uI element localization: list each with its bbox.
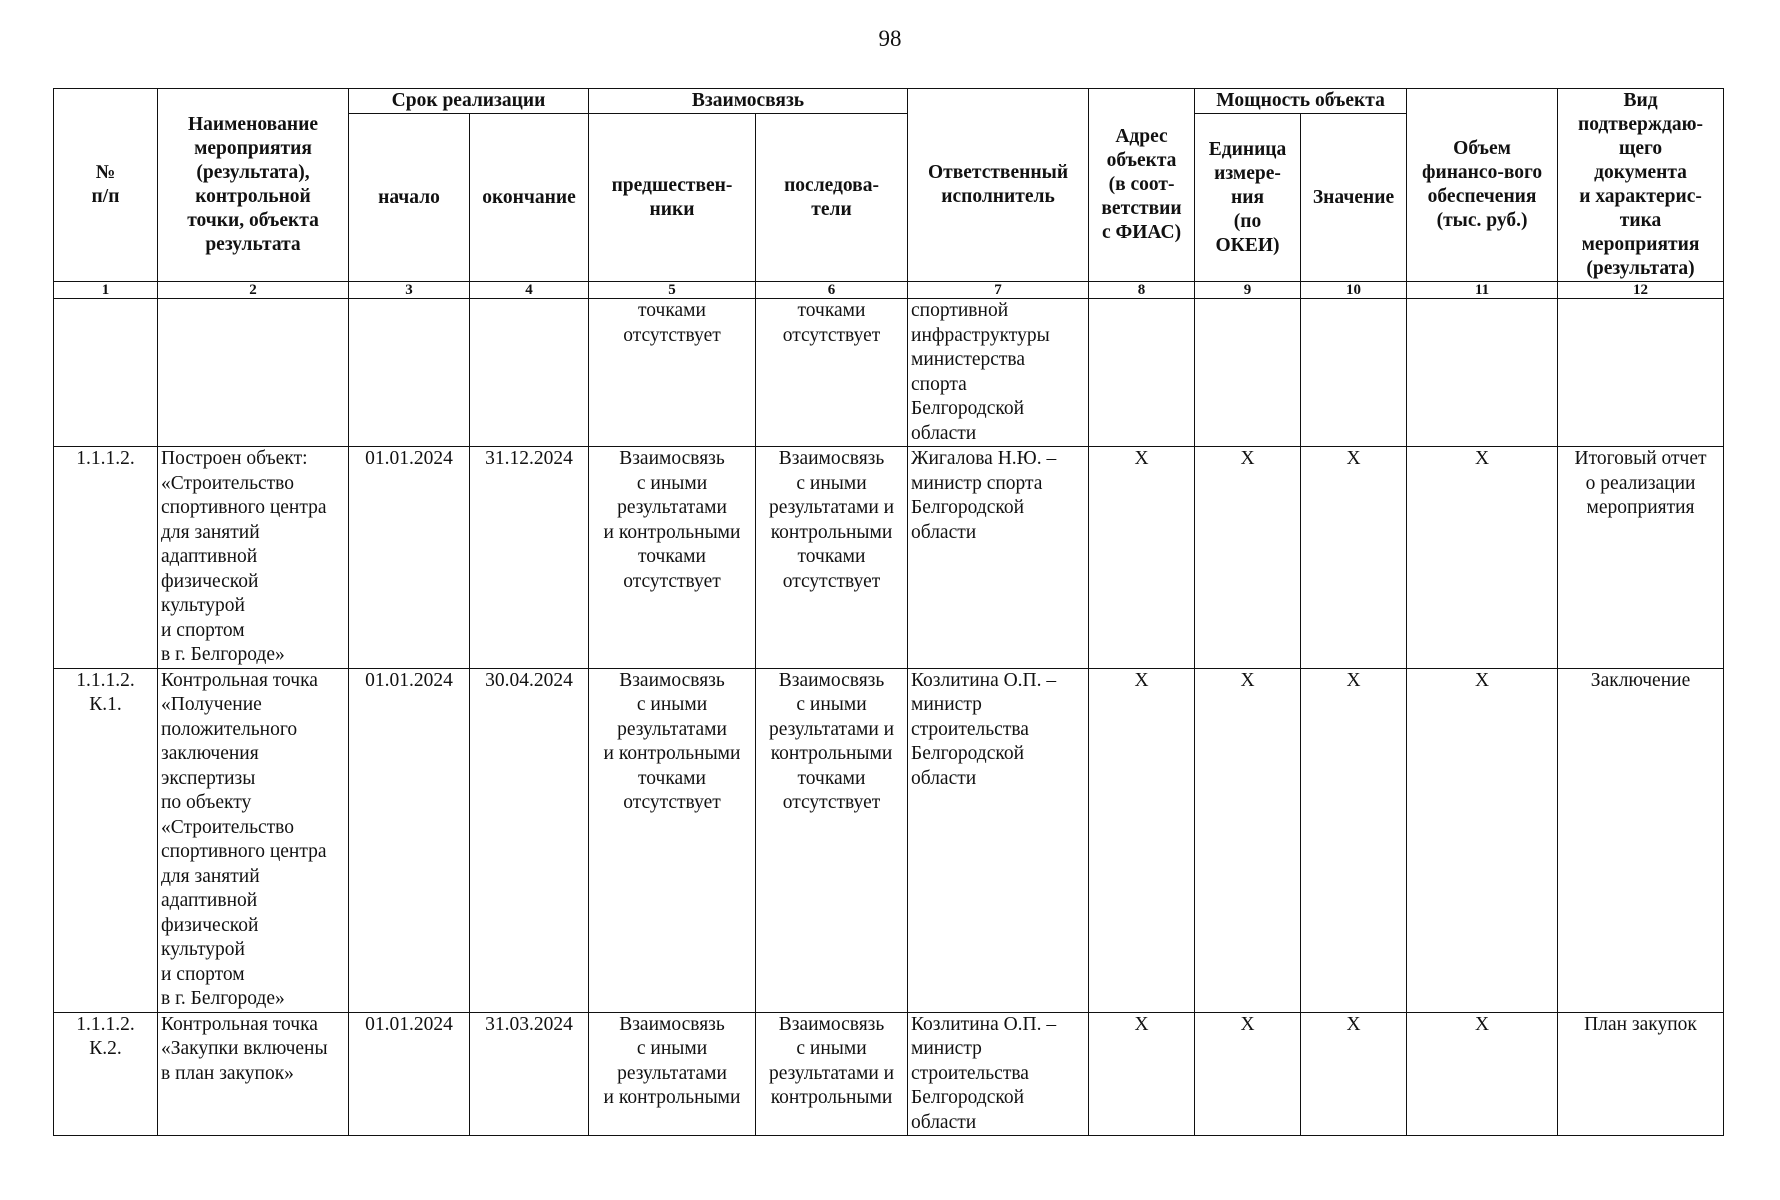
text-line: в г. Белгороде» (161, 644, 285, 665)
column-number: 5 (589, 282, 756, 299)
text-line: Контрольная точка (161, 669, 318, 691)
cell-responsible (908, 299, 1089, 447)
cell-address: Х (1089, 668, 1195, 1012)
text-line: ния (1231, 186, 1265, 208)
cell-financing (1407, 299, 1558, 447)
text-line: Взаимосвязь (619, 1013, 725, 1035)
table-header (54, 89, 1724, 299)
cell-end: 30.04.2024 (470, 668, 589, 1012)
cell-unit (1195, 299, 1301, 447)
text-line: п/п (91, 186, 120, 207)
text-line: адаптивной (161, 890, 258, 911)
text-line: строительства (911, 1062, 1029, 1084)
text-line: объекта (1106, 150, 1177, 171)
cell-value (1301, 299, 1407, 447)
text-line: щего (1618, 138, 1663, 159)
cell-number (54, 299, 158, 447)
text-line: отсутствует (782, 324, 881, 346)
text-line: точками (797, 300, 866, 321)
text-line: с ФИАС) (1101, 222, 1182, 243)
text-line: Козлитина О.П. – (911, 669, 1057, 691)
text-line: Жигалова Н.Ю. – (911, 448, 1057, 469)
header-group-link: Взаимосвязь (589, 89, 908, 114)
header-group-term: Срок реализации (349, 89, 589, 114)
text-line: Контрольная точка (161, 1013, 318, 1035)
cell-document (1558, 447, 1724, 669)
header-address (1089, 89, 1195, 282)
cell-responsible (908, 447, 1089, 669)
cell-successors (756, 668, 908, 1012)
cell-start: 01.01.2024 (349, 1012, 470, 1136)
text-line: и спортом (161, 963, 245, 985)
text-line: «Получение (161, 694, 262, 715)
cell-number (54, 1012, 158, 1136)
text-line: и контрольными (603, 743, 741, 764)
text-line: результатами (617, 718, 727, 740)
text-line: точками (638, 300, 706, 321)
cell-value: Х (1301, 447, 1407, 669)
header-number (54, 89, 158, 282)
header-predecessors (589, 114, 756, 282)
table-row (54, 1012, 1724, 1136)
cell-end: 31.03.2024 (470, 1012, 589, 1136)
text-line: 1.1.1.2. (76, 1013, 135, 1035)
text-line: План закупок (1584, 1013, 1697, 1035)
text-line: физической (161, 570, 259, 592)
text-line: мероприятия (194, 138, 312, 159)
text-line: точками (797, 546, 866, 567)
header-start: начало (349, 114, 470, 282)
text-line: области (911, 422, 977, 444)
text-line: министерства (911, 349, 1026, 370)
text-line: Заключение (1590, 669, 1691, 691)
text-line: области (911, 767, 977, 789)
cell-name (158, 1012, 349, 1136)
text-line: «Закупки включены (161, 1038, 328, 1059)
cell-name (158, 299, 349, 447)
text-line: тели (811, 198, 852, 220)
column-number: 12 (1558, 282, 1724, 299)
text-line: результатами (617, 497, 727, 518)
text-line: (результата), (196, 162, 310, 183)
text-line: экспертизы (161, 767, 256, 789)
header-end: окончание (470, 114, 589, 282)
text-line: мероприятия (1586, 497, 1695, 518)
text-line: 1.1.1.2. (76, 448, 135, 469)
text-line: с иными (796, 1038, 867, 1059)
table-body (54, 299, 1724, 1136)
page-number: 98 (878, 26, 902, 51)
text-line: Взаимосвязь (619, 448, 725, 469)
text-line: отсутствует (782, 792, 881, 813)
cell-number (54, 668, 158, 1012)
column-number: 10 (1301, 282, 1407, 299)
text-line: тика (1619, 210, 1662, 231)
text-line: точками (797, 767, 866, 789)
text-line: спортивного центра (161, 841, 327, 862)
header-unit (1195, 114, 1301, 282)
text-line: с иными (796, 472, 867, 494)
cell-successors (756, 299, 908, 447)
text-line: министр (911, 694, 982, 715)
text-line: спорта (911, 373, 967, 395)
cell-financing: Х (1407, 1012, 1558, 1136)
header-financing (1407, 89, 1558, 282)
text-line: о реализации (1585, 472, 1696, 494)
cell-financing: Х (1407, 447, 1558, 669)
text-line: отсутствует (623, 324, 721, 346)
text-line: заключения (161, 743, 259, 764)
text-line: результатами и (768, 497, 895, 518)
text-line: Взаимосвязь (778, 448, 885, 469)
header-group-power: Мощность объекта (1195, 89, 1407, 114)
text-line: адаптивной (161, 546, 258, 567)
text-line: «Строительство (161, 472, 294, 494)
text-line: строительства (911, 718, 1029, 740)
text-line: Построен объект: (161, 448, 308, 469)
cell-name (158, 668, 349, 1012)
header-successors (756, 114, 908, 282)
column-number: 8 (1089, 282, 1195, 299)
text-line: области (911, 521, 977, 543)
text-line: финансо-вого (1421, 162, 1543, 183)
column-number: 11 (1407, 282, 1558, 299)
text-line: № (95, 162, 116, 183)
text-line: измере- (1214, 162, 1281, 184)
text-line: Наименование (188, 114, 318, 135)
cell-value: Х (1301, 668, 1407, 1012)
text-line: ОКЕИ) (1215, 234, 1280, 256)
column-number: 3 (349, 282, 470, 299)
text-line: точками (638, 546, 706, 567)
text-line: Взаимосвязь (619, 669, 725, 691)
text-line: результата (205, 234, 301, 255)
text-line: Белгородской (911, 743, 1025, 764)
header-value: Значение (1301, 114, 1407, 282)
cell-predecessors (589, 1012, 756, 1136)
cell-unit: Х (1195, 668, 1301, 1012)
table-row (54, 447, 1724, 669)
text-line: Итоговый отчет (1574, 448, 1707, 469)
text-line: точки, объекта (187, 210, 319, 231)
column-number: 6 (756, 282, 908, 299)
text-line: и характерис- (1579, 186, 1702, 207)
cell-successors (756, 447, 908, 669)
text-line: 1.1.1.2. (76, 669, 135, 691)
text-line: подтверждаю- (1578, 114, 1704, 135)
text-line: министр (911, 1038, 982, 1059)
text-line: для занятий (161, 521, 260, 543)
text-line: результатами и (768, 718, 895, 740)
cell-unit: Х (1195, 1012, 1301, 1136)
cell-name (158, 447, 349, 669)
column-number: 1 (54, 282, 158, 299)
text-line: ники (649, 198, 695, 220)
cell-responsible (908, 1012, 1089, 1136)
implementation-plan-table (53, 88, 1724, 1136)
text-line: контрольными (770, 743, 893, 764)
text-line: культурой (161, 595, 245, 616)
text-line: спортивной (911, 300, 1009, 321)
cell-document (1558, 1012, 1724, 1136)
text-line: точками (638, 767, 706, 789)
table-row (54, 668, 1724, 1012)
cell-predecessors (589, 447, 756, 669)
cell-number (54, 447, 158, 669)
text-line: Единица (1208, 138, 1287, 160)
text-line: в г. Белгороде» (161, 988, 285, 1009)
text-line: и контрольными (603, 521, 741, 543)
text-line: для занятий (161, 865, 260, 887)
cell-document (1558, 299, 1724, 447)
text-line: контрольной (195, 186, 311, 207)
header-responsible (908, 89, 1089, 282)
cell-document (1558, 668, 1724, 1012)
cell-start (349, 299, 470, 447)
text-line: «Строительство (161, 816, 294, 838)
cell-value: Х (1301, 1012, 1407, 1136)
text-line: с иными (636, 694, 708, 715)
text-line: отсутствует (623, 792, 721, 813)
text-line: предшествен- (611, 174, 733, 196)
column-number: 9 (1195, 282, 1301, 299)
text-line: отсутствует (782, 570, 881, 592)
text-line: (результата) (1586, 258, 1695, 279)
text-line: исполнитель (941, 186, 1055, 207)
text-line: физической (161, 914, 259, 936)
text-line: по объекту (161, 792, 252, 813)
cell-end (470, 299, 589, 447)
column-number-row (54, 282, 1724, 299)
text-line: Белгородской (911, 497, 1025, 518)
cell-address: Х (1089, 447, 1195, 669)
cell-address: Х (1089, 1012, 1195, 1136)
cell-responsible (908, 668, 1089, 1012)
text-line: контрольными (770, 1087, 893, 1108)
text-line: Ответственный (927, 162, 1069, 183)
text-line: спортивного центра (161, 497, 327, 518)
cell-start: 01.01.2024 (349, 668, 470, 1012)
header-document (1558, 89, 1724, 282)
text-line: результатами (617, 1062, 727, 1084)
text-line: культурой (161, 939, 245, 960)
text-line: Белгородской (911, 1087, 1025, 1108)
text-line: контрольными (770, 521, 893, 543)
text-line: (тыс. руб.) (1436, 210, 1528, 231)
text-line: Козлитина О.П. – (911, 1013, 1057, 1035)
text-line: Объем (1453, 138, 1511, 159)
text-line: К.2. (89, 1038, 122, 1059)
text-line: положительного (161, 718, 298, 740)
header-name (158, 89, 349, 282)
text-line: министр спорта (911, 472, 1043, 494)
text-line: ветствии (1101, 198, 1182, 219)
text-line: Взаимосвязь (778, 669, 885, 691)
column-number: 7 (908, 282, 1089, 299)
text-line: Белгородской (911, 398, 1025, 419)
cell-predecessors (589, 668, 756, 1012)
cell-end: 31.12.2024 (470, 447, 589, 669)
text-line: документа (1594, 162, 1687, 183)
text-line: в план закупок» (161, 1062, 294, 1084)
text-line: обеспечения (1427, 186, 1537, 207)
text-line: Вид (1623, 90, 1658, 111)
text-line: последова- (784, 174, 879, 196)
text-line: К.1. (89, 694, 122, 715)
cell-successors (756, 1012, 908, 1136)
cell-start: 01.01.2024 (349, 447, 470, 669)
text-line: мероприятия (1581, 234, 1700, 255)
text-line: Адрес (1115, 126, 1168, 147)
cell-predecessors (589, 299, 756, 447)
text-line: с иными (636, 1038, 708, 1059)
text-line: результатами и (768, 1062, 895, 1084)
text-line: инфраструктуры (911, 324, 1050, 346)
cell-address (1089, 299, 1195, 447)
cell-financing: Х (1407, 668, 1558, 1012)
column-number: 4 (470, 282, 589, 299)
text-line: и контрольными (603, 1087, 741, 1108)
text-line: с иными (796, 694, 867, 715)
text-line: (по (1233, 210, 1262, 232)
text-line: с иными (636, 472, 708, 494)
text-line: области (911, 1111, 977, 1133)
text-line: (в соот- (1108, 174, 1175, 195)
table-row (54, 299, 1724, 447)
column-number: 2 (158, 282, 349, 299)
cell-unit: Х (1195, 447, 1301, 669)
text-line: Взаимосвязь (778, 1013, 885, 1035)
text-line: и спортом (161, 619, 245, 641)
text-line: отсутствует (623, 570, 721, 592)
